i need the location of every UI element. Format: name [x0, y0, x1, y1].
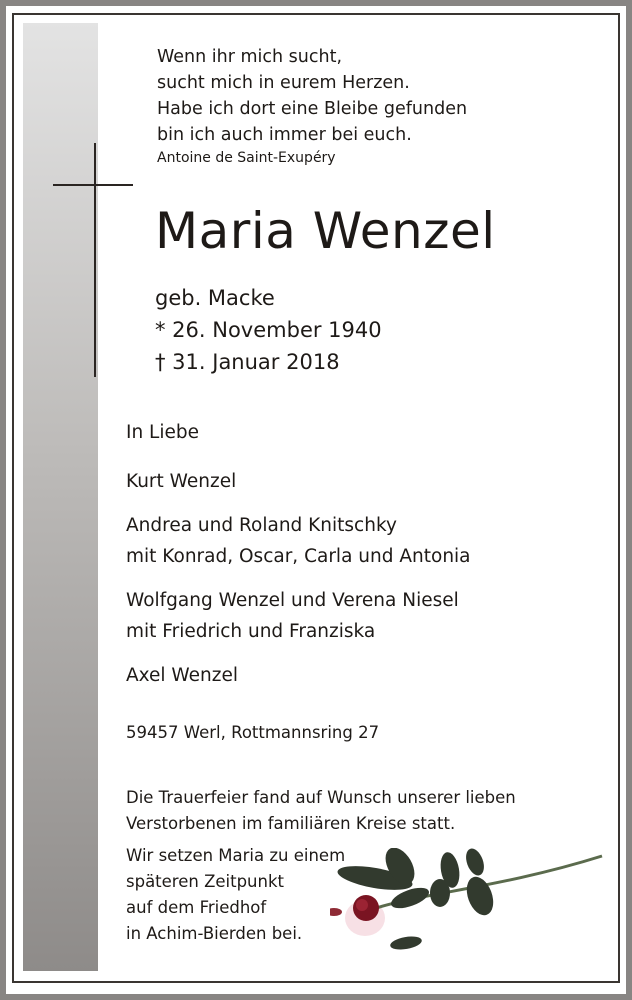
mourner: Axel Wenzel	[126, 665, 238, 686]
mourner: mit Konrad, Oscar, Carla und Antonia	[126, 546, 471, 567]
cross-icon-bar	[53, 184, 133, 186]
address: 59457 Werl, Rottmannsring 27	[126, 723, 380, 742]
quote-line: sucht mich in eurem Herzen.	[157, 73, 410, 93]
mourner: Kurt Wenzel	[126, 471, 237, 492]
mourners-intro: In Liebe	[126, 422, 200, 443]
birth-date: * 26. November 1940	[155, 318, 382, 342]
notice-text	[126, 785, 516, 837]
cross-icon	[94, 143, 96, 377]
burial-text	[126, 843, 345, 947]
quote-line: Wenn ihr mich sucht,	[157, 47, 343, 67]
death-date: † 31. Januar 2018	[155, 350, 340, 374]
deceased-name: Maria Wenzel	[155, 202, 496, 260]
burial-line: auf dem Friedhof	[126, 898, 267, 917]
birth-name: geb. Macke	[155, 286, 275, 310]
mourner: mit Friedrich und Franziska	[126, 621, 376, 642]
rose-image	[330, 848, 610, 958]
quote	[157, 44, 467, 148]
life-dates	[155, 282, 382, 378]
burial-line: Wir setzen Maria zu einem	[126, 846, 346, 865]
quote-line: bin ich auch immer bei euch.	[157, 125, 412, 145]
notice-line: Verstorbenen im familiären Kreise statt.	[126, 814, 456, 833]
gray-side-bar	[23, 23, 98, 971]
burial-line: in Achim-Bierden bei.	[126, 924, 303, 943]
notice-line: Die Trauerfeier fand auf Wunsch unserer lieben	[126, 788, 516, 807]
burial-line: späteren Zeitpunkt	[126, 872, 284, 891]
mourner: Wolfgang Wenzel und Verena Niesel	[126, 590, 459, 611]
quote-line: Habe ich dort eine Bleibe gefunden	[157, 99, 468, 119]
mourner: Andrea und Roland Knitschky	[126, 515, 397, 536]
quote-author: Antoine de Saint-Exupéry	[157, 150, 336, 166]
